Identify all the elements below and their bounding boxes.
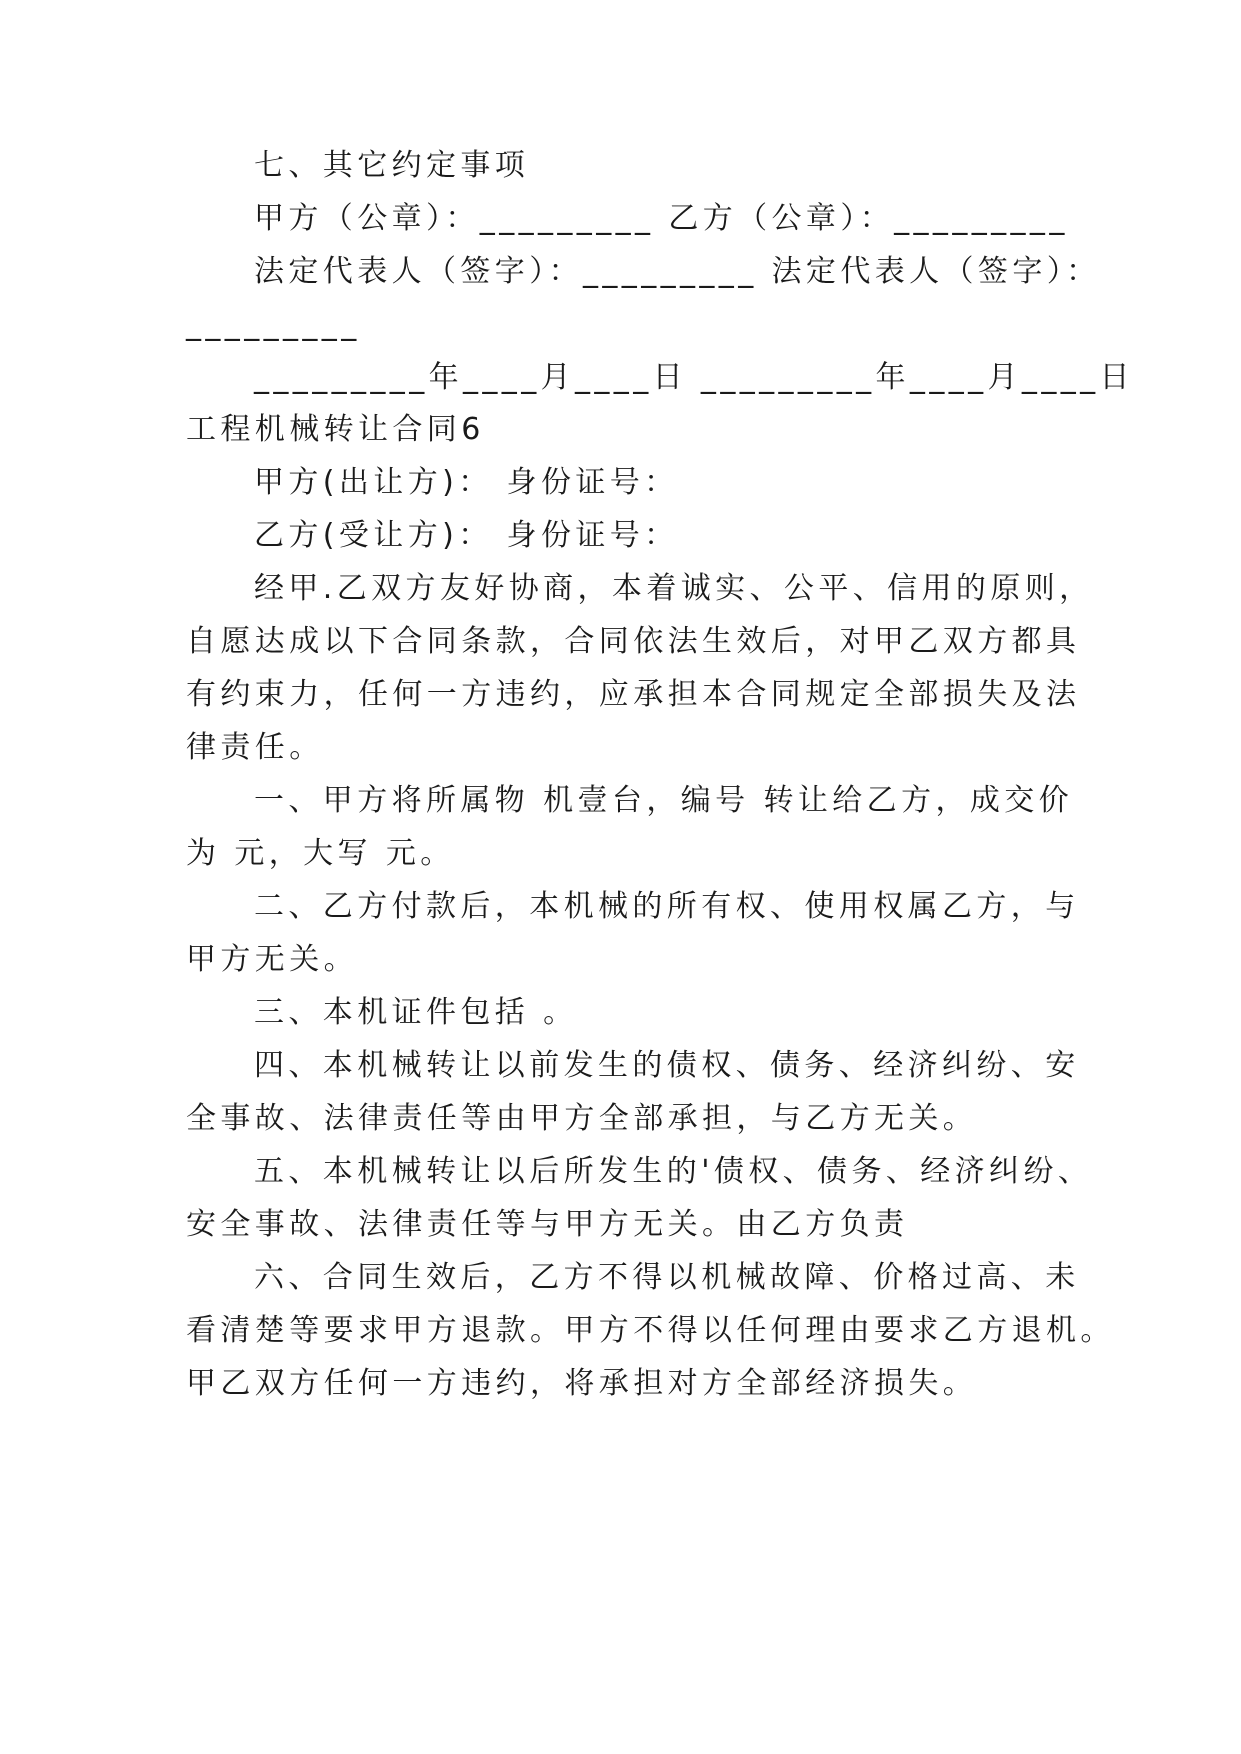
party-a-id-line: 甲方(出让方)： 身份证号： (254, 465, 679, 500)
contract-title: 工程机械转让合同6 (186, 412, 485, 447)
clause-one-line-2: 为 元，大写 元。 (186, 836, 455, 871)
party-b-id-line: 乙方(受让方)： 身份证号： (254, 518, 679, 553)
legal-rep-signature-line: 法定代表人（签字）：_________ 法定代表人（签字）： (254, 254, 1101, 289)
clause-five-line-1: 五、本机械转让以后所发生的'债权、债务、经济纠纷、 (254, 1154, 1093, 1189)
clause-four-line-1: 四、本机械转让以前发生的债权、债务、经济纠纷、安 (254, 1048, 1080, 1083)
date-line: _________年____月____日 _________年____月____日 (254, 360, 1134, 395)
preamble-line-4: 律责任。 (186, 730, 324, 765)
clause-six-line-2: 看清楚等要求甲方退款。甲方不得以任何理由要求乙方退机。 (186, 1313, 1115, 1348)
preamble-line-1: 经甲.乙双方友好协商，本着诚实、公平、信用的原则， (254, 571, 1094, 606)
clause-two-line-1: 二、乙方付款后，本机械的所有权、使用权属乙方，与 (254, 889, 1080, 924)
clause-five-line-2: 安全事故、法律责任等与甲方无关。由乙方负责 (186, 1207, 909, 1242)
clause-one-line-1: 一、甲方将所属物 机壹台，编号 转让给乙方，成交价 (254, 783, 1074, 818)
preamble-line-2: 自愿达成以下合同条款，合同依法生效后，对甲乙双方都具 (186, 624, 1081, 659)
party-seal-line: 甲方（公章）：_________ 乙方（公章）：_________ (254, 201, 1069, 236)
clause-six-line-1: 六、合同生效后，乙方不得以机械故障、价格过高、未 (254, 1260, 1080, 1295)
preamble-line-3: 有约束力，任何一方违约，应承担本合同规定全部损失及法 (186, 677, 1081, 712)
signature-blank-continuation: _________ (186, 307, 361, 342)
clause-six-line-3: 甲乙双方任何一方违约，将承担对方全部经济损失。 (186, 1366, 978, 1401)
clause-seven-heading: 七、其它约定事项 (254, 148, 530, 183)
clause-three-line: 三、本机证件包括 。 (254, 995, 578, 1030)
clause-four-line-2: 全事故、法律责任等由甲方全部承担，与乙方无关。 (186, 1101, 978, 1136)
clause-two-line-2: 甲方无关。 (186, 942, 358, 977)
